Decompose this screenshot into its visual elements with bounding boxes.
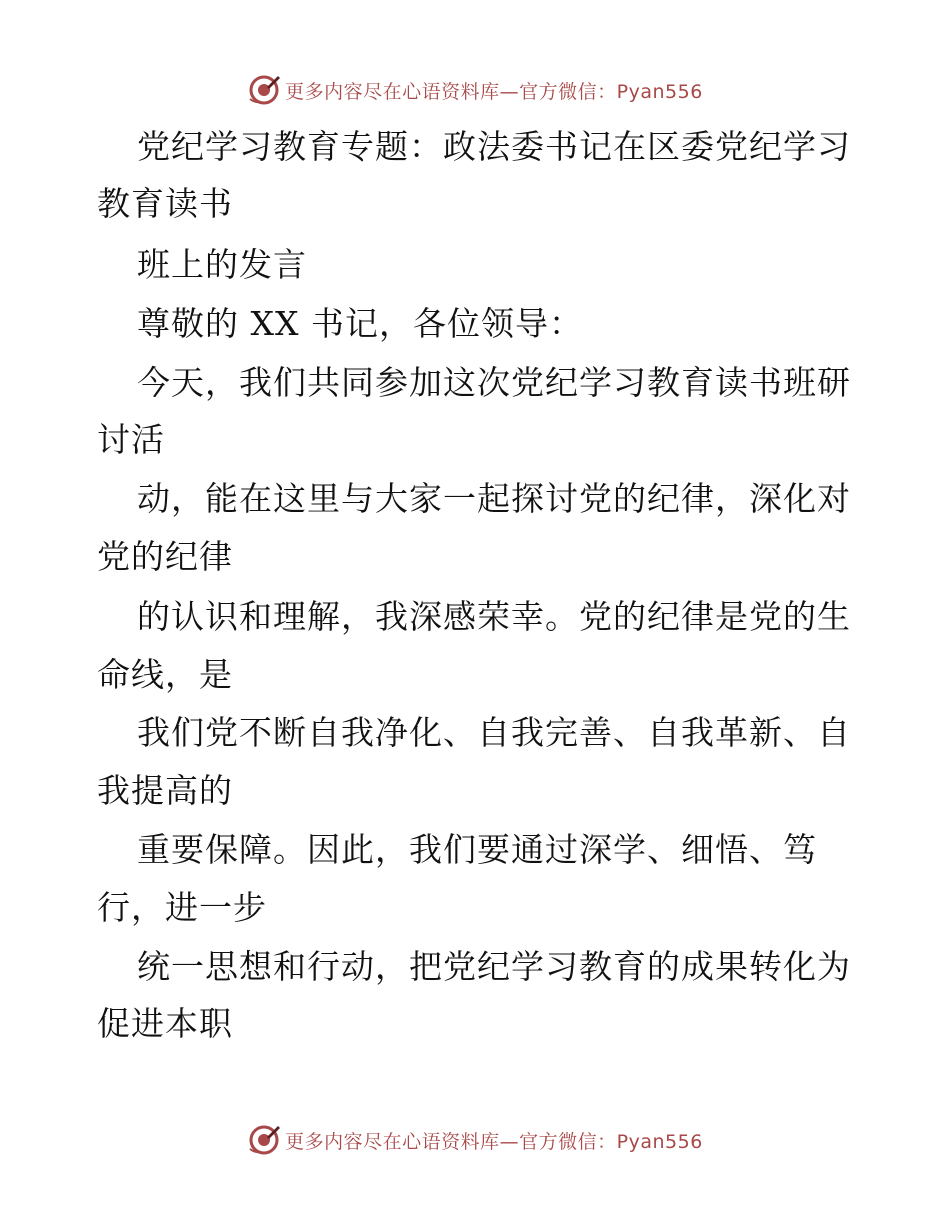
doc-line: 统一思想和行动，把党纪学习教育的成果转化为 [137,947,851,986]
pen-circle-logo-icon [247,1123,281,1157]
banner-text: 更多内容尽在心语资料库—官方微信： [285,1130,617,1153]
footer-watermark-banner [0,1120,950,1160]
doc-line: 的认识和理解，我深感荣幸。党的纪律是党的生 [137,597,851,636]
doc-line: 促进本职 [97,1004,233,1043]
doc-line: 我提高的 [97,771,233,810]
doc-line: 我们党不断自我净化、自我完善、自我革新、自 [137,713,851,752]
doc-line: 讨活 [97,420,165,459]
doc-line: 教育读书 [97,184,233,223]
doc-line: 今天，我们共同参加这次党纪学习教育读书班研 [137,363,851,402]
banner-text: 更多内容尽在心语资料库—官方微信： [285,80,617,103]
doc-line: 动，能在这里与大家一起探讨党的纪律，深化对 [137,479,851,518]
header-watermark-banner [0,70,950,110]
doc-line: 行，进一步 [97,888,267,927]
doc-line: 命线，是 [97,655,233,694]
pen-circle-logo-icon [247,73,281,107]
doc-line: 尊敬的 XX 书记，各位领导： [137,304,583,343]
doc-line: 班上的发言 [137,245,307,284]
banner-wechat-id: Pyan556 [616,1130,703,1153]
doc-line: 党纪学习教育专题：政法委书记在区委党纪学习 [137,127,851,166]
doc-line: 重要保障。因此，我们要通过深学、细悟、笃 [137,830,817,869]
banner-wechat-id: Pyan556 [616,80,703,103]
doc-line: 党的纪律 [97,537,233,576]
